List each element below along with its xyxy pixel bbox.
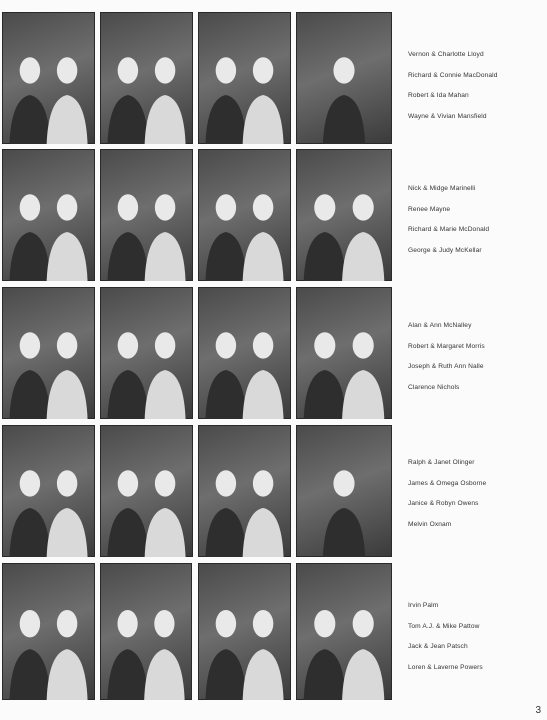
portrait-face — [253, 470, 273, 496]
family-name: Nick & Midge Marinelli — [408, 185, 476, 192]
portrait-figure — [107, 508, 148, 557]
portrait-figure — [243, 370, 284, 419]
family-name: Renee Mayne — [408, 205, 451, 213]
family-name: Ralph & Janet Olinger — [408, 459, 475, 466]
portrait-face — [253, 194, 273, 220]
portrait-photo — [100, 425, 193, 557]
portrait-face — [118, 470, 138, 496]
portrait-figure — [9, 370, 50, 419]
portrait-face — [154, 610, 174, 637]
portrait-figure — [342, 232, 384, 281]
portrait-face — [20, 57, 40, 83]
portrait-face — [57, 610, 77, 637]
portrait-figure — [107, 649, 147, 700]
portrait-figure — [47, 370, 88, 419]
family-name: Tom A.J. & Mike Pattow — [408, 622, 480, 630]
family-name: George & Judy McKellar — [408, 246, 482, 254]
portrait-photo — [198, 425, 291, 557]
portrait-figure — [145, 232, 186, 281]
portrait-face — [118, 332, 138, 358]
portrait-figure — [9, 232, 50, 281]
name-list — [408, 453, 547, 535]
portrait-face — [155, 332, 175, 358]
portrait-face — [155, 194, 175, 220]
portrait-figure — [9, 649, 50, 700]
family-name: Jack & Jean Patsch — [408, 643, 468, 650]
portrait-face — [216, 57, 236, 83]
portrait-photo — [198, 149, 291, 281]
portrait-figure — [205, 649, 246, 700]
portrait-face — [314, 194, 335, 220]
portrait-photo — [296, 287, 392, 419]
portrait-face — [20, 194, 40, 220]
portrait-figure — [323, 95, 365, 144]
portrait-face — [353, 332, 374, 358]
portrait-photo — [296, 12, 392, 144]
portrait-photo — [2, 12, 95, 144]
portrait-face — [20, 332, 40, 358]
family-name: Alan & Ann McNalley — [408, 322, 472, 329]
portrait-figure — [342, 370, 384, 419]
portrait-face — [57, 332, 77, 358]
portrait-figure — [47, 95, 88, 144]
portrait-face — [253, 610, 273, 637]
family-name: Robert & Ida Mahan — [408, 92, 469, 99]
portrait-face — [253, 332, 273, 358]
portrait-figure — [205, 95, 246, 144]
name-list — [408, 596, 547, 678]
portrait-row-1 — [0, 12, 547, 144]
portrait-row-4 — [0, 425, 547, 557]
portrait-face — [118, 194, 138, 220]
portrait-photo — [100, 12, 193, 144]
portrait-face — [155, 470, 175, 496]
portrait-face — [20, 470, 40, 496]
portrait-row-2 — [0, 149, 547, 281]
portrait-face — [333, 57, 354, 83]
portrait-face — [216, 332, 236, 358]
portrait-face — [20, 610, 40, 637]
portrait-row-5 — [0, 563, 547, 700]
family-name: Vernon & Charlotte Lloyd — [408, 51, 484, 58]
portrait-photo — [198, 12, 291, 144]
portrait-figure — [144, 649, 184, 700]
name-list — [408, 45, 547, 127]
family-name: Richard & Connie MacDonald — [408, 71, 498, 79]
portrait-figure — [9, 95, 50, 144]
portrait-photo — [296, 425, 392, 557]
portrait-photo — [198, 563, 291, 700]
portrait-face — [314, 610, 335, 637]
portrait-row-3 — [0, 287, 547, 419]
family-name: Janice & Robyn Owens — [408, 500, 479, 507]
portrait-figure — [47, 649, 88, 700]
portrait-photo — [100, 149, 193, 281]
portrait-figure — [323, 508, 365, 557]
portrait-face — [57, 194, 77, 220]
portrait-photo — [2, 149, 95, 281]
portrait-figure — [47, 232, 88, 281]
family-name: Joseph & Ruth Ann Nalle — [408, 363, 484, 370]
portrait-face — [57, 470, 77, 496]
portrait-face — [216, 610, 236, 637]
family-name: Wayne & Vivian Mansfield — [408, 112, 487, 120]
portrait-photo — [100, 563, 192, 700]
family-name: Clarence Nichols — [408, 383, 460, 391]
portrait-figure — [304, 232, 346, 281]
portrait-photo — [296, 149, 392, 281]
portrait-figure — [9, 508, 50, 557]
portrait-figure — [107, 232, 148, 281]
name-list — [408, 316, 547, 398]
portrait-figure — [145, 95, 186, 144]
portrait-face — [353, 610, 374, 637]
family-name: Loren & Laverne Powers — [408, 663, 483, 671]
portrait-face — [314, 332, 335, 358]
portrait-figure — [205, 508, 246, 557]
family-name: Richard & Marie McDonald — [408, 226, 490, 233]
portrait-figure — [145, 508, 186, 557]
portrait-figure — [205, 370, 246, 419]
portrait-figure — [47, 508, 88, 557]
portrait-figure — [304, 370, 346, 419]
portrait-figure — [304, 649, 346, 700]
portrait-face — [253, 57, 273, 83]
portrait-figure — [243, 232, 284, 281]
family-name: James & Omega Osborne — [408, 479, 487, 487]
portrait-face — [118, 57, 138, 83]
portrait-figure — [243, 649, 284, 700]
portrait-photo — [2, 425, 95, 557]
portrait-figure — [243, 508, 284, 557]
portrait-face — [155, 57, 175, 83]
portrait-photo — [100, 287, 193, 419]
portrait-photo — [296, 563, 392, 700]
portrait-figure — [342, 649, 384, 700]
family-name: Robert & Margaret Morris — [408, 342, 485, 350]
portrait-face — [333, 470, 354, 496]
portrait-face — [57, 57, 77, 83]
page-number: 3 — [535, 705, 541, 716]
family-name: Melvin Oxnam — [408, 520, 452, 528]
portrait-face — [216, 470, 236, 496]
portrait-photo — [2, 563, 95, 700]
portrait-figure — [243, 95, 284, 144]
portrait-face — [216, 194, 236, 220]
portrait-face — [117, 610, 137, 637]
portrait-photo — [198, 287, 291, 419]
family-name: Irvin Palm — [408, 602, 439, 609]
name-list — [408, 179, 547, 261]
portrait-face — [353, 194, 374, 220]
portrait-photo — [2, 287, 95, 419]
portrait-figure — [107, 95, 148, 144]
portrait-figure — [107, 370, 148, 419]
portrait-figure — [205, 232, 246, 281]
portrait-figure — [145, 370, 186, 419]
